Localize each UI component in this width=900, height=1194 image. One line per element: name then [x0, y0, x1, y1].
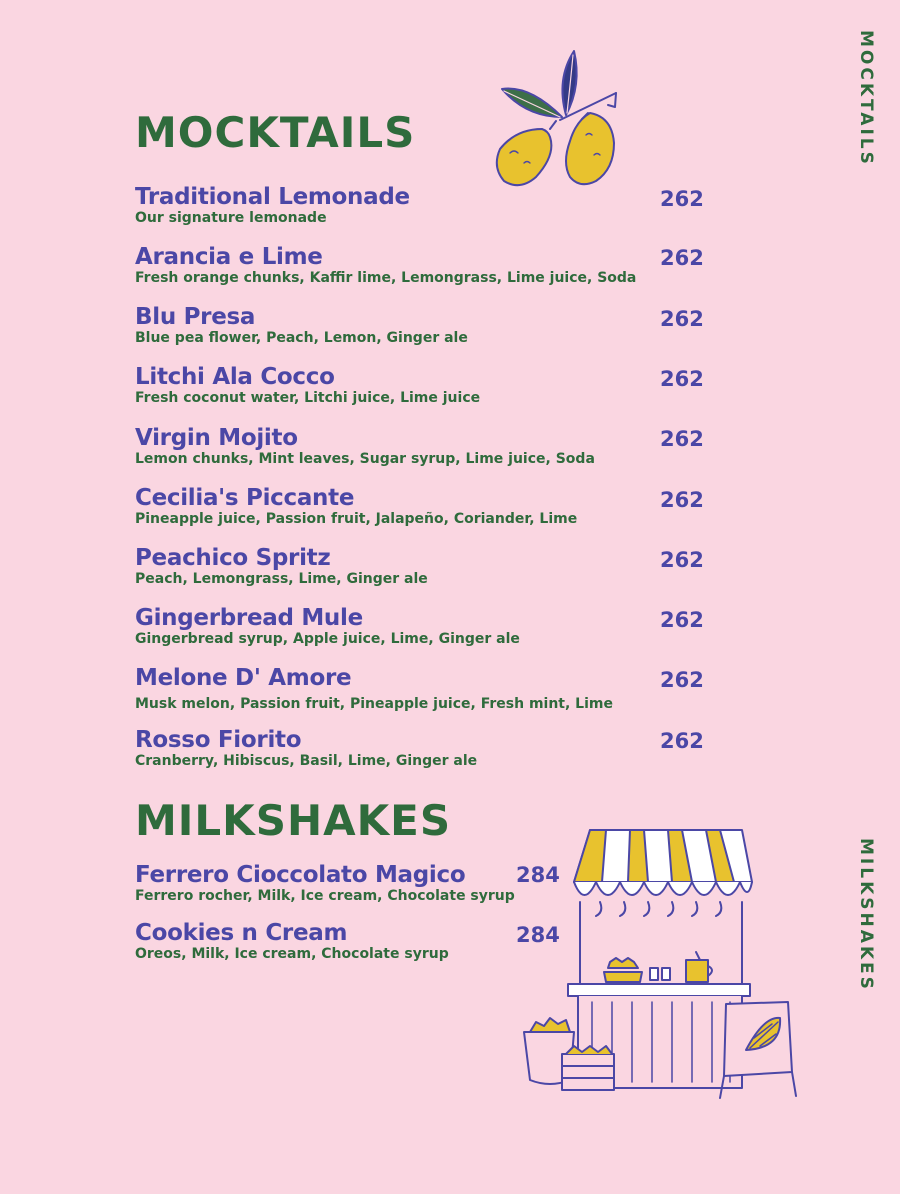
lemonade-stall-illustration — [520, 826, 800, 1101]
item-description: Musk melon, Passion fruit, Pineapple juice, Fresh mint, Lime — [135, 696, 613, 712]
item-name: Cookies n Cream — [135, 920, 348, 946]
item-price: 262 — [660, 668, 704, 692]
item-price: 262 — [660, 548, 704, 572]
item-description: Pineapple juice, Passion fruit, Jalapeño, Coriander, Lime — [135, 511, 578, 527]
item-name: Arancia e Lime — [135, 244, 323, 270]
item-price: 284 — [516, 923, 560, 947]
menu-item — [135, 244, 636, 287]
item-description: Cranberry, Hibiscus, Basil, Lime, Ginger ale — [135, 753, 478, 769]
item-description: Blue pea flower, Peach, Lemon, Ginger ale — [135, 330, 468, 346]
lemon-branch-illustration — [490, 45, 630, 190]
item-price: 262 — [660, 488, 704, 512]
side-label-mocktails: MOCKTAILS — [856, 30, 876, 167]
item-name: Melone D' Amore — [135, 665, 352, 691]
item-name: Cecilia's Piccante — [135, 485, 355, 511]
item-price: 262 — [660, 307, 704, 331]
item-name: Peachico Spritz — [135, 545, 331, 571]
side-label-milkshakes: MILKSHAKES — [856, 838, 876, 992]
menu-item — [135, 665, 613, 713]
item-description: Gingerbread syrup, Apple juice, Lime, Ginger ale — [135, 631, 520, 647]
item-price: 262 — [660, 729, 704, 753]
item-description: Peach, Lemongrass, Lime, Ginger ale — [135, 571, 428, 587]
item-name: Litchi Ala Cocco — [135, 364, 335, 390]
item-description: Ferrero rocher, Milk, Ice cream, Chocolate syrup — [135, 888, 515, 904]
menu-item — [135, 425, 595, 468]
menu-item — [135, 862, 515, 905]
item-description: Oreos, Milk, Ice cream, Chocolate syrup — [135, 946, 449, 962]
item-price: 262 — [660, 367, 704, 391]
item-description: Fresh coconut water, Litchi juice, Lime juice — [135, 390, 481, 406]
item-price: 262 — [660, 427, 704, 451]
item-name: Blu Presa — [135, 304, 256, 330]
item-description: Lemon chunks, Mint leaves, Sugar syrup, Lime juice, Soda — [135, 451, 595, 467]
item-price: 284 — [516, 863, 560, 887]
item-description: Our signature lemonade — [135, 210, 327, 226]
menu-item — [135, 364, 480, 407]
menu-item — [135, 727, 477, 770]
item-name: Rosso Fiorito — [135, 727, 302, 753]
item-name: Virgin Mojito — [135, 425, 298, 451]
mocktails-heading: MOCKTAILS — [135, 108, 416, 157]
menu-item — [135, 485, 577, 528]
item-name: Traditional Lemonade — [135, 184, 410, 210]
item-price: 262 — [660, 246, 704, 270]
milkshakes-heading: MILKSHAKES — [135, 796, 452, 845]
item-description: Fresh orange chunks, Kaffir lime, Lemongrass, Lime juice, Soda — [135, 270, 637, 286]
item-name: Ferrero Cioccolato Magico — [135, 862, 466, 888]
menu-item — [135, 920, 449, 963]
menu-item — [135, 545, 428, 588]
menu-item — [135, 605, 520, 648]
item-price: 262 — [660, 187, 704, 211]
item-price: 262 — [660, 608, 704, 632]
menu-item — [135, 184, 410, 227]
menu-item — [135, 304, 468, 347]
item-name: Gingerbread Mule — [135, 605, 363, 631]
